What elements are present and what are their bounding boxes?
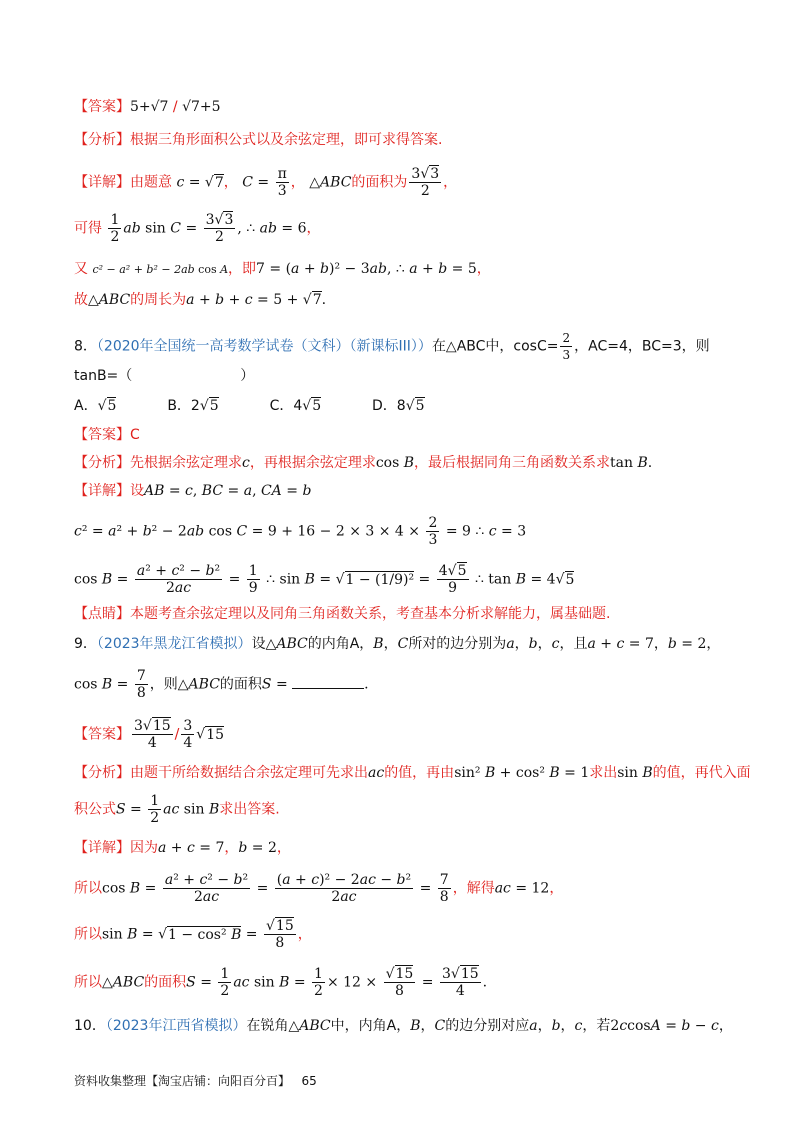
- answer-tag: 【答案】: [74, 99, 130, 115]
- detail-9-line-1: 【详解】因为a + c = 7，b = 2，: [74, 840, 291, 856]
- page-number: 65: [301, 1074, 317, 1088]
- detail-8-line-3: cos B = $\frac{\text{a² + c² − b²}}{2ac}$ = $\frac{1}{9}$ ∴ sin B = √1 − (1/9)² = $\frac{4√5}{9}$ ∴ tan B = 4√5: [74, 563, 575, 596]
- option-a: A．√5: [74, 398, 117, 414]
- page-footer: 资料收集整理【淘宝店铺：向阳百分百】 65: [74, 1074, 317, 1088]
- detail-9-line-2: 所以cos B = $\frac{\text{a² + c² − b²}}{2ac}$ = $\frac{\text{(a + c)² − 2ac − b²}}{2ac}$ = $\frac{7}{8}$ ，解得ac = 12，: [74, 872, 564, 905]
- question-9-stem: 9．（2023年黑龙江省模拟）设△ABC的内角A，B，C所对的边分别为a，b，c，且a + c = 7，b = 2，: [74, 636, 721, 652]
- answer-8: 【答案】C: [74, 427, 140, 443]
- question-8-stem: 8．（2020年全国统一高考数学试卷（文科）（新课标III））在△ABC中，cosC= $\frac{2}{3}$ ，AC=4，BC=3，则: [74, 331, 710, 362]
- detail-7-line-2: 可得 $\frac{1}{2}$ ab sin C = $\frac{3√3}{2}$ , ∴ ab = 6，: [74, 212, 321, 245]
- option-c: C．4√5: [269, 398, 322, 414]
- detail-9-line-3: 所以sin B = √1 − cos² B = $\frac{√15}{8}$ ，: [74, 918, 312, 951]
- question-10-stem: 10．（2023年江西省模拟）在锐角△ABC中，内角A，B，C的边分别对应a，b，c，若2ccosA = b − c，: [74, 1018, 733, 1034]
- detail-8-line-2: c² = a² + b² − 2ab cos C = 9 + 16 − 2 × 3 × 4 × $\frac{2}{3}$ = 9 ∴ c = 3: [74, 515, 527, 548]
- analysis-9-line-2: 积公式S = $\frac{1}{2}$ ac sin B求出答案.: [74, 793, 280, 826]
- answer-7: 【答案】5+√7 / √7+5: [74, 99, 221, 115]
- question-9-stem-2: cos B = $\frac{7}{8}$ ，则△ABC的面积S = .: [74, 668, 369, 701]
- detail-9-line-4: 所以△ABC的面积S = $\frac{1}{2}$ ac sin B = $\frac{1}{2}$ × 12 × $\frac{√15}{8}$ = $\frac{3√15}{4}$ .: [74, 966, 488, 999]
- question-8-options: [74, 396, 760, 416]
- analysis-8: 【分析】先根据余弦定理求c，再根据余弦定理求cos B，最后根据同角三角函数关系求tan B.: [74, 455, 653, 471]
- option-d: D．8√5: [372, 398, 425, 414]
- question-8-stem-2: tanB=（ ）: [74, 368, 255, 384]
- analysis-7: 【分析】根据三角形面积公式以及余弦定理，即可求得答案.: [74, 132, 443, 148]
- analysis-9-line-1: 【分析】由题干所给数据结合余弦定理可先求出ac的值，再由sin² B + cos² B = 1求出sin B的值，再代入面: [74, 765, 751, 781]
- option-b: B．2√5: [167, 398, 219, 414]
- answer-9: 【答案】 $\frac{3√15}{4}$ / $\frac{3}{4}$ √15: [74, 718, 225, 751]
- detail-7-line-1: 【详解】由题意 c = √7， C = $\frac{\pi}{3}$ ， △ABC的面积为 $\frac{3√3}{2}$ ，: [74, 166, 458, 199]
- detail-7-line-3: 又 c² − a² + b² − 2ab cos A，即7 = (a + b)² − 3ab, ∴ a + b = 5，: [74, 261, 491, 277]
- detail-8-line-1: 【详解】设AB = c, BC = a, CA = b: [74, 483, 312, 499]
- detail-7-line-4: 故△ABC的周长为a + b + c = 5 + √7.: [74, 292, 327, 308]
- point-8: 【点睛】本题考查余弦定理以及同角三角函数关系，考查基本分析求解能力，属基础题.: [74, 606, 611, 622]
